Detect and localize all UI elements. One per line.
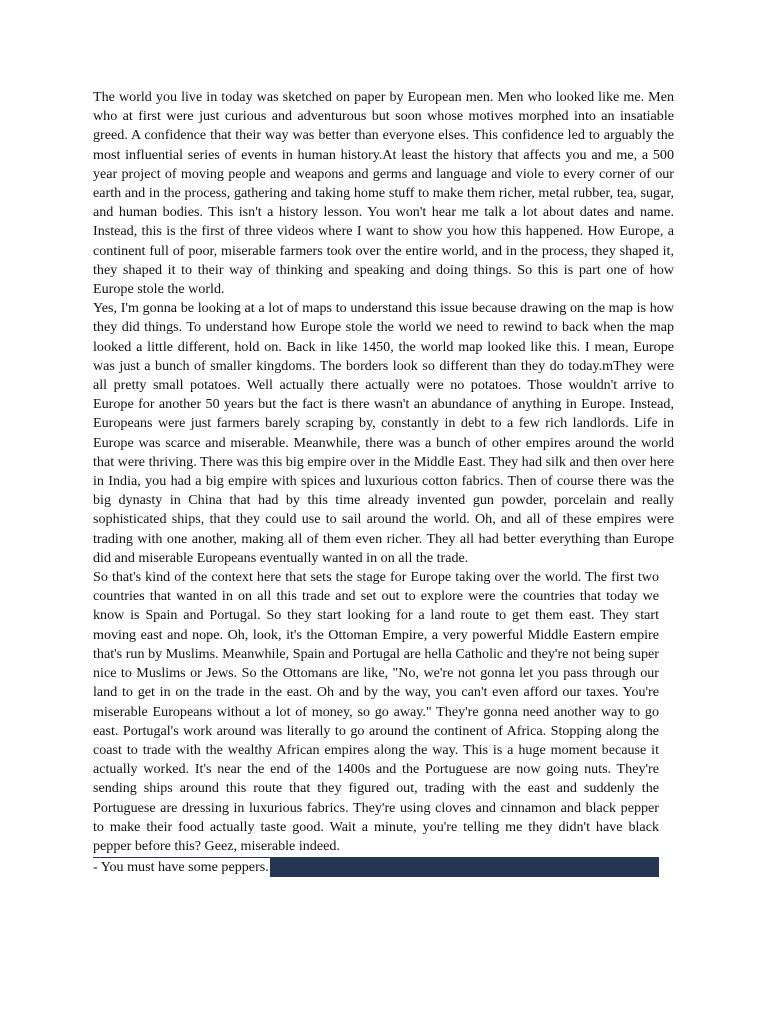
paragraph-3: So that's kind of the context here that sets the stage for Europe taking over the world. The first two countries that wanted in on all this trade and set out to explore were the countries that today we know is Spain and Portugal. So they start looking for a land route to get them east. They start moving east and nope. Oh, look, it's the Ottoman Empire, a very powerful Middle Eastern empire that's run by Muslims. Meanwhile, Spain and Portugal are hella Catholic and they're not being super nice to Muslims or Jews. So the Ottomans are like, "No, we're not gonna let you pass through our land to get in on the trade in the east. Oh and by the way, you can't even afford our taxes. You're miserable Europeans without a lot of money, so go away." They're gonna need another way to go east. Portugal's work around was literally to go around the continent of Africa. Stopping along the coast to trade with the wealthy African empires along the way. This is a huge moment because it actually worked. It's near the end of the 1400s and the Portuguese are now going nuts. They're sending ships around this route that they figured out, trading with the east and suddenly the Portuguese are dressing in luxurious fabrics. They're using cloves and cinnamon and black pepper to make their food actually taste good. Wait a minute, you're telling me they didn't have black pepper before this? Geez, miserable indeed. bbox=[93, 569, 659, 854]
highlighted-line-text: - You must have some peppers. bbox=[93, 859, 269, 876]
paragraph-2: Yes, I'm gonna be looking at a lot of maps to understand this issue because drawing on the map is how they did things. To understand how Europe stole the world we need to rewind to back when the map looked a little different, hold on. Back in like 1450, the world map looked like this. I mean, Europe was just a bunch of smaller kingdoms. The borders look so different than they do today.mThey were all pretty small potatoes. Well actually there actually were no potatoes. Those wouldn't arrive to Europe for another 50 years but the fact is there wasn't an abundance of anything in Europe. Instead, Europeans were just farmers barely scraping by, constantly in debt to a few rich landlords. Life in Europe was scarce and miserable. Meanwhile, there was a bunch of other empires around the world that were thriving. There was this big empire over in the Middle East. They had silk and then over here in India, you had a big empire with spices and luxurious cotton fabrics. Then of course there was the big dynasty in China that had by this time already invented gun powder, porcelain and really sophisticated ships, that they could use to sail around the world. Oh, and all of these empires were trading with one another, making all of them even richer. They all had better everything than Europe did and miserable Europeans eventually wanted in on all the trade. bbox=[93, 300, 674, 566]
highlighted-line-bar bbox=[93, 856, 659, 877]
paragraph-1: The world you live in today was sketched on paper by European men. Men who looked like me. Men who at first were just curious and adventurous but soon whose motives morphed into an insatiable greed. A confidence that their way was better than everyone elses. This confidence led to arguably the most influential series of events in human history.At least the history that affects you and me, a 500 year project of moving people and weapons and germs and language and viole to every corner of our earth and in the process, gathering and taking home stuff to make them richer, metal rubber, tea, sugar, and human bodies. This isn't a history lesson. You won't hear me talk a lot about dates and name. Instead, this is the first of three videos where I want to show you how this happened. How Europe, a continent full of poor, miserable farmers took over the entire world, and in the process, they shaped it, they shaped it to their way of thinking and speaking and doing things. So this is part one of how Europe stole the world. bbox=[93, 89, 674, 298]
document-body bbox=[93, 88, 674, 877]
